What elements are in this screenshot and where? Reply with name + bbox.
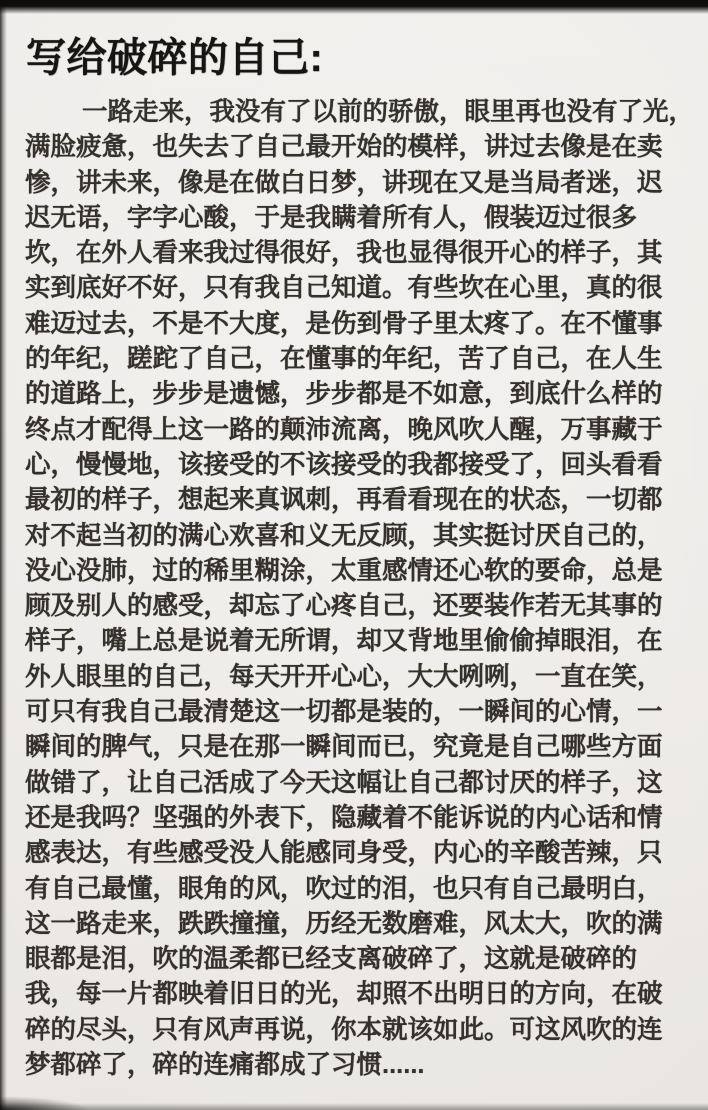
text-line: 满脸疲惫，也失去了自己最开始的模样，讲过去像是在卖 [25, 133, 663, 162]
text-line: 心，慢慢地，该接受的不该接受的我都接受了，回头看看 [25, 450, 663, 479]
text-line: 终点才配得上这一路的颠沛流离，晚风吹人醒，万事藏于 [25, 415, 663, 444]
text-line: 做错了，让自己活成了今天这幅让自己都讨厌的样子，这 [25, 768, 663, 797]
text-line: 顾及别人的感受，却忘了心疼自己，还要装作若无其事的 [25, 592, 663, 621]
text-line: 感表达，有些感受没人能感同身受，内心的辛酸苦辣，只 [25, 839, 663, 868]
photo-top-edge [0, 0, 708, 14]
text-line: 碎的尽头，只有风声再说，你本就该如此。可这风吹的连 [25, 1015, 663, 1044]
text-line: 最初的样子，想起来真讽刺，再看看现在的状态，一切都 [25, 486, 663, 515]
text-line: 迟无语，字字心酸，于是我瞒着所有人，假装迈过很多 [25, 203, 638, 232]
photo-bottom-left-corner [0, 1096, 90, 1110]
text-line: 实到底好不好，只有我自己知道。有些坎在心里，真的很 [25, 274, 663, 303]
article-body [25, 95, 695, 1083]
text-line: 有自己最懂，眼角的风，吹过的泪，也只有自己最明白， [25, 874, 663, 903]
text-line: 眼都是泪，吹的温柔都已经支离破碎了，这就是破碎的 [25, 945, 638, 974]
text-line: 没心没肺，过的稀里糊涂，太重感情还心软的要命，总是 [25, 556, 663, 585]
text-line: 的年纪，蹉跎了自己，在懂事的年纪，苦了自己，在人生 [25, 345, 663, 374]
text-line: 梦都碎了，碎的连痛都成了习惯...... [25, 1051, 425, 1080]
article-title: 写给破碎的自己: [26, 36, 324, 80]
text-line: 对不起当初的满心欢喜和义无反顾，其实挺讨厌自己的， [25, 521, 663, 550]
text-line: 这一路走来，跌跌撞撞，历经无数磨难，风太大，吹的满 [25, 909, 663, 938]
text-line: 我，每一片都映着旧日的光，却照不出明日的方向，在破 [25, 980, 663, 1009]
text-line: 瞬间的脾气，只是在那一瞬间而已，究竟是自己哪些方面 [25, 733, 663, 762]
photo-bottom-edge [0, 1103, 708, 1110]
text-line: 一路走来，我没有了以前的骄傲，眼里再也没有了光， [82, 98, 695, 126]
text-line: 难迈过去，不是不大度，是伤到骨子里太疼了。在不懂事 [25, 309, 663, 338]
text-line: 可只有我自己最清楚这一切都是装的，一瞬间的心情，一 [25, 698, 663, 727]
text-line: 样子，嘴上总是说着无所谓，却又背地里偷偷掉眼泪，在 [25, 627, 663, 656]
text-line: 的道路上，步步是遗憾，步步都是不如意，到底什么样的 [25, 380, 663, 409]
text-line: 坎，在外人看来我过得很好，我也显得很开心的样子，其 [25, 239, 663, 268]
photo-left-edge [0, 0, 7, 1110]
text-line: 外人眼里的自己，每天开开心心，大大咧咧，一直在笑， [25, 662, 663, 691]
text-line: 惨，讲未来，像是在做白日梦，讲现在又是当局者迷，迟 [25, 168, 663, 197]
text-line: 还是我吗？坚强的外表下，隐藏着不能诉说的内心话和情 [25, 803, 663, 832]
